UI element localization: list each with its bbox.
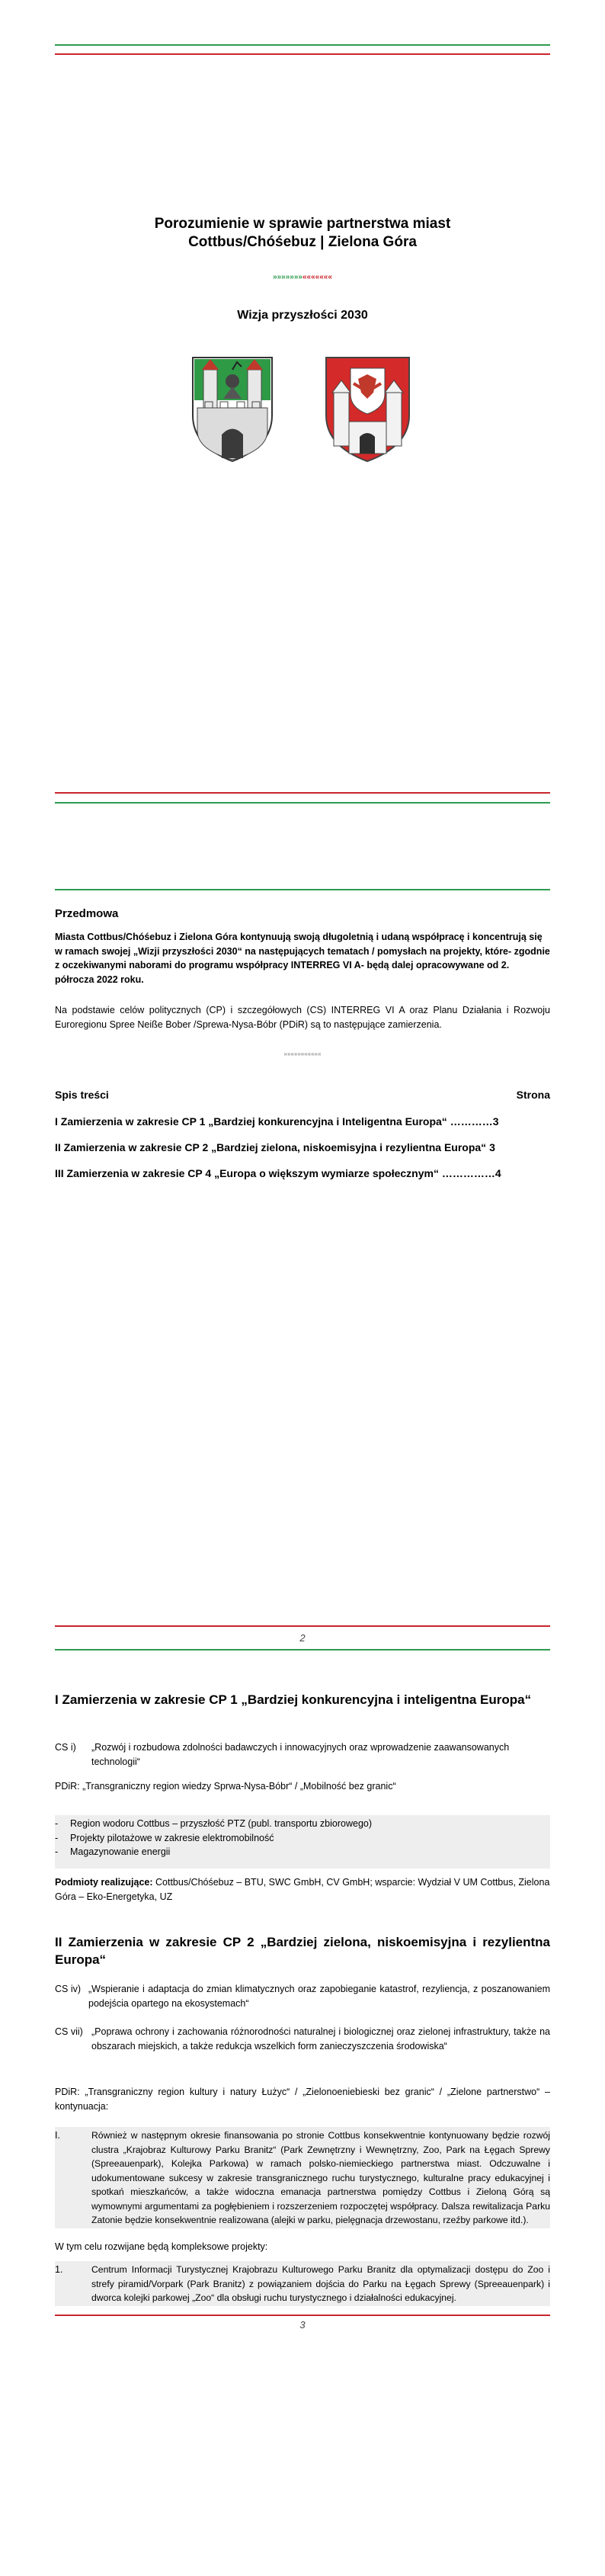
toc-page-label: Strona — [516, 1089, 550, 1101]
footer-rule-red-p2 — [55, 1625, 550, 1627]
bullet-item: - Region wodoru Cottbus – przyszłość PTZ (publ. transportu zbiorowego) — [55, 1818, 373, 1829]
cover-title-line2: Cottbus/Chóśebuz | Zielona Góra — [188, 234, 417, 250]
footer-rule-red-p3 — [55, 2315, 550, 2316]
section1-cs-label: CS i) — [55, 1742, 76, 1753]
header-rule-green — [55, 44, 550, 46]
footer-rule-green-p1 — [55, 802, 550, 804]
page-number-2: 2 — [299, 1632, 306, 1644]
preface-ornament — [0, 1051, 605, 1057]
bullet-item: - Projekty pilotażowe w zakresie elektromobilność — [55, 1832, 274, 1843]
bullet-item-2: Projekty pilotażowe w zakresie elektromobilność — [70, 1832, 274, 1843]
zielona-gora-coat-of-arms — [187, 354, 278, 465]
section1-entities — [55, 1875, 550, 1904]
toc-entry-1[interactable]: I Zamierzenia w zakresie CP 1 „Bardziej konkurencyjna i Inteligentna Europa“ …………3 — [55, 1115, 499, 1128]
toc-entry[interactable] — [55, 1115, 550, 1128]
cover-ornament — [0, 273, 605, 281]
toc-entry[interactable] — [55, 1141, 550, 1153]
section2-item-1-box — [55, 2127, 550, 2228]
section1-heading: I Zamierzenia w zakresie CP 1 „Bardziej konkurencyjna i inteligentna Europa“ — [55, 1692, 532, 1707]
section2-heading: II Zamierzenia w zakresie CP 2 „Bardziej zielona, niskoemisyjna i rezylientna Europa“ — [55, 1935, 550, 1967]
section2-item2-text-content: Centrum Informacji Turystycznej Krajobrazu Kulturowego Parku Branitz dla optymalizacji dostępu do Zoo i strefy piramid/Vorpark (Park Branitz) z powiązaniem dojścia do Parku na Łęgach Sprewy (Spreeauenpark) i dworca kolejki parkowej „Zoo“ dla obsługi ruchu turystycznego i działalności edukacyjnej. — [91, 2264, 550, 2303]
section1-entities-text: Cottbus/Chóśebuz – BTU, SWC GmbH, CV GmbH; wsparcie: Wydział V UM Cottbus, Zielona Góra – Eko-Energetyka, UZ — [55, 1877, 550, 1902]
bullet-item-3: Magazynowanie energii — [70, 1846, 171, 1857]
section2-item1-label: I. — [55, 2130, 60, 2141]
toc-entry-2[interactable]: II Zamierzenia w zakresie CP 2 „Bardziej zielona, niskoemisyjna i rezylientna Europa“ 3 — [55, 1141, 495, 1153]
cover-subtitle: Wizja przyszłości 2030 — [237, 309, 368, 322]
section2-pdir: PDiR: „Transgraniczny region kultury i natury Łużyc“ / „Zielonoeniebieski bez granic“ / „Zielone partnerstwo“ – kontynuacja: — [55, 2087, 550, 2112]
preface-heading: Przedmowa — [55, 907, 119, 920]
section2-item1-text — [91, 2128, 550, 2228]
footer-rule-red-p1 — [55, 792, 550, 794]
preface-paragraph: Na podstawie celów politycznych (CP) i szczegółowych (CS) INTERREG VI A oraz Planu Działania i Rozwoju Euroregionu Spree Neiße Bober /Sprewa-Nysa-Bóbr (PDiR) są to następujące zamierzenia. — [55, 1005, 550, 1030]
toc-entry[interactable] — [55, 1167, 550, 1179]
ornament-green: »»»»»»» — [273, 273, 302, 281]
section1-pdir: PDiR: „Transgraniczny region wiedzy Sprwa-Nysa-Bóbr“ / „Mobilność bez granic“ — [55, 1781, 396, 1792]
preface-bold-paragraph: Miasta Cottbus/Chóśebuz i Zielona Góra kontynuują swoją długoletnią i udaną współpracę i koncentrują się w ramach swojej „Wizji przyszłości 2030“ na następujących tematach / pomysłach na projekty, które- zgodnie z oczekiwanymi naborami do programu współpracy INTERREG VI A- będą dalej opracowywane od 2. półrocza 2022 roku. — [55, 932, 550, 985]
header-rule-green-p2 — [55, 889, 550, 890]
section2-cs1-text: „Wspieranie i adaptacja do zmian klimatycznych oraz zapobieganie katastrof, rezyliencja, z poszanowaniem podejścia opartego na ekosystemach“ — [88, 1984, 550, 2009]
toc-header — [55, 1089, 550, 1101]
section2-cs2-text: „Poprawa ochrony i zachowania różnorodności naturalnej i biologicznej oraz zielonej infrastruktury, także na obszarach miejskich, a także redukcja wszelkich form zanieczyszczenia środowiska“ — [91, 2026, 550, 2051]
bullet-item-1: Region wodoru Cottbus – przyszłość PTZ (publ. transportu zbiorowego) — [70, 1818, 373, 1829]
header-rule-red — [55, 53, 550, 55]
cover-title — [0, 215, 605, 252]
footer-rule-green-p2 — [55, 1649, 550, 1651]
toc-heading: Spis treści — [55, 1089, 109, 1101]
section1-cs-text: „Rozwój i rozbudowa zdolności badawczych i innowacyjnych oraz wprowadzenie zaawansowanych technologii“ — [91, 1742, 510, 1767]
section2-item1-text-content: Również w następnym okresie finansowania po stronie Cottbus konsekwentnie kontynuowany będzie rozwój clustra „Krajobraz Kulturowy Parku Branitz“ (Park Zewnętrzny i Wewnętrzny, Zoo, Park na Łęgach Sprewy (Spreeauenpark), Kolejka Parkowa) w ramach polsko-niemieckiego partnerstwa miast. Odczuwalne i udokumentowane sukcesy w zakresie transgranicznego ruchu turystycznego, kulturalne pracy edukacyjnej i spotkań mieszkańców, a także widoczna emanacja partnerstwa pomiędzy Cottbus i Zieloną Górą są wymownymi argumentami za pogłębieniem i rozszerzeniem rozpoczętej współpracy. Dalsza rewitalizacja Parku Zatonie będzie konsekwentnie realizowana (alejki w parku, pielęgnacja drzewostanu, rzeźby parkowe itd.). — [91, 2130, 550, 2225]
section2-item2-text — [91, 2263, 550, 2305]
cover-title-line1: Porozumienie w sprawie partnerstwa miast — [154, 216, 451, 232]
section1-entities-label: Podmioty realizujące: — [55, 1877, 153, 1888]
ornament-red: ««««««« — [302, 273, 332, 281]
section2-cs1-label: CS iv) — [55, 1984, 82, 1994]
section2-cs2-label: CS vii) — [55, 2026, 83, 2037]
preface-ornament-text: »»»»»»««««« — [283, 1051, 322, 1057]
page-number-3: 3 — [299, 2319, 306, 2331]
cottbus-coat-of-arms — [320, 354, 415, 465]
bullet-item: - Magazynowanie energii — [55, 1846, 171, 1857]
section2-item-2-box — [55, 2261, 550, 2306]
section2-projects-intro: W tym celu rozwijane będą kompleksowe projekty: — [55, 2241, 268, 2252]
section1-bullet-list — [55, 1815, 550, 1869]
toc-entry-3[interactable]: III Zamierzenia w zakresie CP 4 „Europa o większym wymiarze społecznym“ ……………4 — [55, 1167, 501, 1179]
section2-item2-label: 1. — [55, 2264, 63, 2275]
